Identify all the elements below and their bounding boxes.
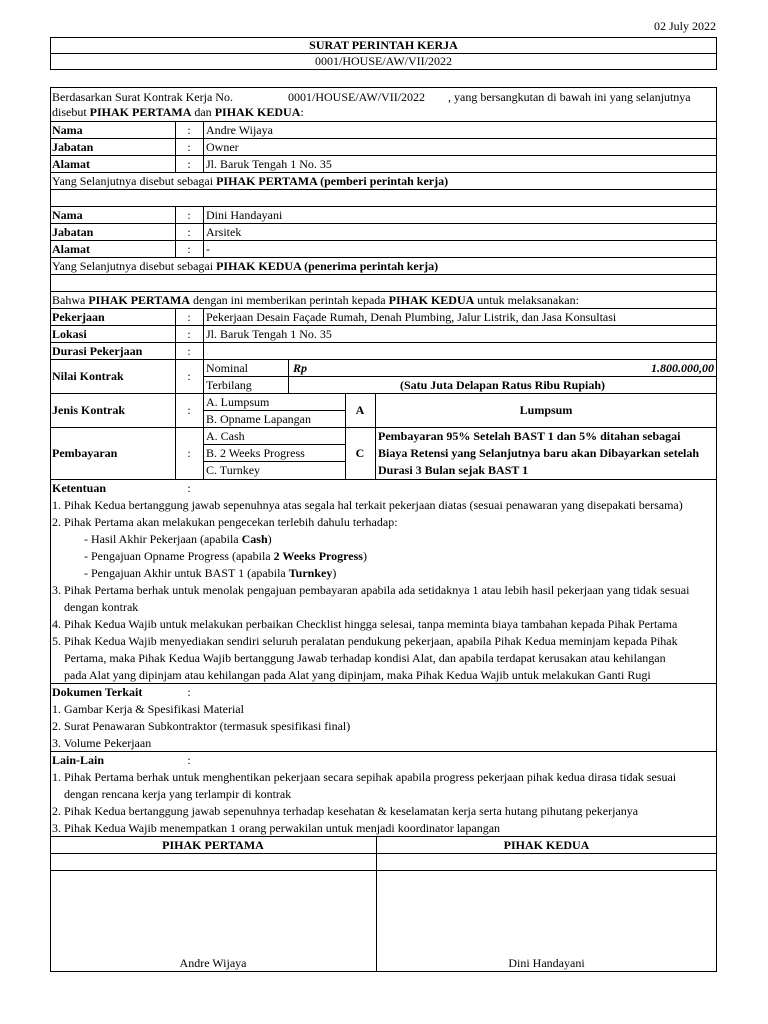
lain-title: Lain-Lain bbox=[52, 753, 105, 767]
colon: : bbox=[187, 753, 191, 767]
label-nama-2: Nama bbox=[52, 208, 83, 222]
label-jabatan-2: Jabatan bbox=[52, 225, 94, 239]
jenis-option-b: B. Opname Lapangan bbox=[206, 412, 311, 426]
dokumen-item-2: 2. Surat Penawaran Subkontraktor (termasuk spesifikasi final) bbox=[52, 719, 351, 733]
colon: : bbox=[187, 446, 191, 460]
colon: : bbox=[187, 327, 191, 341]
label-lokasi: Lokasi bbox=[52, 327, 87, 341]
colon: : bbox=[187, 481, 191, 495]
currency-symbol: Rp bbox=[293, 361, 308, 375]
colon: : bbox=[187, 369, 191, 383]
label-durasi: Durasi Pekerjaan bbox=[52, 344, 143, 358]
colon: : bbox=[187, 157, 191, 171]
party2-alamat: - bbox=[206, 242, 210, 256]
ketentuan-item-1: 1. Pihak Kedua bertanggung jawab sepenuhnya atas segala hal terkait pekerjaan diatas (sesuai penawaran yang disepakati bersama) bbox=[52, 498, 683, 512]
colon: : bbox=[187, 123, 191, 137]
dokumen-item-3: 3. Volume Pekerjaan bbox=[52, 736, 152, 750]
dokumen-item-1: 1. Gambar Kerja & Spesifikasi Material bbox=[52, 702, 244, 716]
lain-item-1-cont: dengan rencana kerja yang terlampir di kontrak bbox=[64, 787, 292, 801]
signature-left-area bbox=[50, 870, 376, 954]
bayar-selected: C bbox=[355, 446, 365, 460]
intro-contract-no: 0001/HOUSE/AW/VII/2022 bbox=[288, 90, 426, 104]
jenis-option-a: A. Lumpsum bbox=[206, 395, 270, 409]
label-pekerjaan: Pekerjaan bbox=[52, 310, 105, 324]
jenis-value: Lumpsum bbox=[519, 403, 573, 417]
bayar-option-b: B. 2 Weeks Progress bbox=[206, 446, 305, 460]
label-alamat-2: Alamat bbox=[52, 242, 90, 256]
ketentuan-item-3: 3. Pihak Pertama berhak untuk menolak pengajuan pembayaran apabila ada setidaknya 1 atau lebih hasil pekerjaan yang tidak sesuai bbox=[52, 583, 690, 597]
intro-line1-rest: , yang bersangkutan di bawah ini yang selanjutnya bbox=[448, 90, 691, 104]
jenis-selected: A bbox=[355, 403, 365, 417]
document-number: 0001/HOUSE/AW/VII/2022 bbox=[314, 54, 453, 68]
intro-line1: Berdasarkan Surat Kontrak Kerja No. bbox=[52, 90, 233, 104]
intro-line2: disebut PIHAK PERTAMA dan PIHAK KEDUA: bbox=[52, 105, 304, 119]
party2-jabatan: Arsitek bbox=[206, 225, 242, 239]
label-jenis-kontrak: Jenis Kontrak bbox=[52, 403, 126, 417]
ketentuan-item-5-cont2: pada Alat yang dipinjam atau kehilangan pada Alat yang dipinjam, maka Pihak Kedua Wajib untuk melakukan Ganti Rugi bbox=[64, 668, 651, 682]
colon: : bbox=[187, 344, 191, 358]
bayar-value-line1: Pembayaran 95% Setelah BAST 1 dan 5% ditahan sebagai bbox=[378, 429, 681, 443]
label-nama-1: Nama bbox=[52, 123, 83, 137]
colon: : bbox=[187, 403, 191, 417]
pekerjaan-value: Pekerjaan Desain Façade Rumah, Denah Plumbing, Jalur Listrik, dan Jasa Konsultasi bbox=[206, 310, 617, 324]
bayar-value-line3: Durasi 3 Bulan sejak BAST 1 bbox=[378, 463, 529, 477]
party1-nama: Andre Wijaya bbox=[206, 123, 273, 137]
colon: : bbox=[187, 225, 191, 239]
ketentuan-item-5: 5. Pihak Kedua Wajib menyediakan sendiri seluruh peralatan pendukung pekerjaan, apabila Pihak Kedua meminjam kepada Pihak bbox=[52, 634, 678, 648]
lain-item-2: 2. Pihak Kedua bertanggung jawab sepenuhnya terhadap kesehatan & keselamatan kerja serta hutang pihutang pekerjanya bbox=[52, 804, 639, 818]
signature-right-name: Dini Handayani bbox=[508, 956, 585, 970]
party1-description: Yang Selanjutnya disebut sebagai PIHAK PERTAMA (pemberi perintah kerja) bbox=[52, 174, 449, 188]
colon: : bbox=[187, 242, 191, 256]
terbilang-value: (Satu Juta Delapan Ratus Ribu Rupiah) bbox=[399, 378, 606, 392]
colon: : bbox=[187, 685, 191, 699]
lain-item-1: 1. Pihak Pertama berhak untuk menghentikan pekerjaan secara sepihak apabila progress pekerjaan pihak kedua dirasa tidak sesuai bbox=[52, 770, 677, 784]
signature-right-area bbox=[376, 870, 717, 954]
signature-right-title: PIHAK KEDUA bbox=[503, 838, 590, 852]
colon: : bbox=[187, 310, 191, 324]
signature-left-title: PIHAK PERTAMA bbox=[162, 838, 264, 852]
colon: : bbox=[187, 208, 191, 222]
bayar-option-c: C. Turnkey bbox=[206, 463, 261, 477]
ketentuan-item-5-cont1: Pertama, maka Pihak Kedua Wajib bertanggung Jawab terhadap kondisi Alat, dan apabila terdapat kerusakan atau kehilangan bbox=[64, 651, 666, 665]
lain-item-3: 3. Pihak Kedua Wajib menempatkan 1 orang perwakilan untuk menjadi koordinator lapangan bbox=[52, 821, 501, 835]
label-nilai-kontrak: Nilai Kontrak bbox=[52, 369, 124, 383]
ketentuan-item-2b: - Pengajuan Opname Progress (apabila 2 Weeks Progress) bbox=[84, 549, 367, 563]
party2-nama: Dini Handayani bbox=[206, 208, 283, 222]
lokasi-value: Jl. Baruk Tengah 1 No. 35 bbox=[206, 327, 332, 341]
label-terbilang: Terbilang bbox=[206, 378, 252, 392]
bayar-value-line2: Biaya Retensi yang Selanjutnya baru akan Dibayarkan setelah bbox=[378, 446, 700, 460]
ketentuan-title: Ketentuan bbox=[52, 481, 106, 495]
document-title: SURAT PERINTAH KERJA bbox=[309, 38, 458, 52]
nominal-value: 1.800.000,00 bbox=[651, 361, 714, 375]
document-date: 02 July 2022 bbox=[653, 19, 716, 33]
ketentuan-item-3-cont: dengan kontrak bbox=[64, 600, 139, 614]
label-pembayaran: Pembayaran bbox=[52, 446, 118, 460]
ketentuan-item-2: 2. Pihak Pertama akan melakukan pengecekan terlebih dahulu terhadap: bbox=[52, 515, 398, 529]
party2-description: Yang Selanjutnya disebut sebagai PIHAK KEDUA (penerima perintah kerja) bbox=[52, 259, 439, 273]
party1-alamat: Jl. Baruk Tengah 1 No. 35 bbox=[206, 157, 332, 171]
bayar-option-a: A. Cash bbox=[206, 429, 245, 443]
ketentuan-item-2a: - Hasil Akhir Pekerjaan (apabila Cash) bbox=[84, 532, 272, 546]
dokumen-title: Dokumen Terkait bbox=[52, 685, 143, 699]
ketentuan-item-4: 4. Pihak Kedua Wajib untuk melakukan perbaikan Checklist hingga selesai, tanpa meminta biaya tambahan kepada Pihak Pertama bbox=[52, 617, 678, 631]
label-nominal: Nominal bbox=[206, 361, 248, 375]
signature-left-name: Andre Wijaya bbox=[179, 956, 247, 970]
colon: : bbox=[187, 140, 191, 154]
ketentuan-item-2c: - Pengajuan Akhir untuk BAST 1 (apabila Turnkey) bbox=[84, 566, 337, 580]
party1-jabatan: Owner bbox=[206, 140, 239, 154]
label-alamat-1: Alamat bbox=[52, 157, 90, 171]
label-jabatan-1: Jabatan bbox=[52, 140, 94, 154]
work-intro: Bahwa PIHAK PERTAMA dengan ini memberikan perintah kepada PIHAK KEDUA untuk melaksanakan: bbox=[52, 293, 579, 307]
